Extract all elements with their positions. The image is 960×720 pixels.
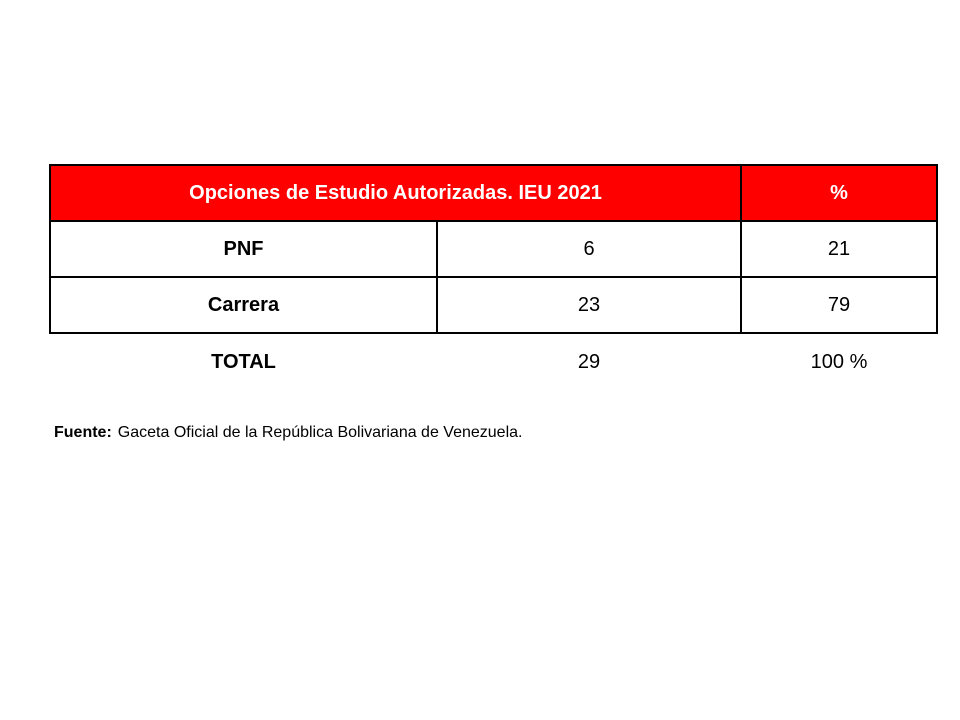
percent-column-header: % <box>741 165 937 221</box>
source-label: Fuente: <box>54 424 112 441</box>
total-label: TOTAL <box>211 350 276 373</box>
source-note <box>54 424 522 442</box>
row-value-pnf: 6 <box>437 221 741 277</box>
row-percent-pnf: 21 <box>741 221 937 277</box>
table-header-row <box>50 165 937 221</box>
table-row <box>50 277 937 333</box>
source-text: Gaceta Oficial de la República Bolivariana de Venezuela. <box>117 424 523 441</box>
study-options-table <box>49 164 938 390</box>
table-title-header: Opciones de Estudio Autorizadas. IEU 2021 <box>50 165 741 221</box>
row-label-pnf: PNF <box>50 221 437 277</box>
row-percent-carrera: 79 <box>741 277 937 333</box>
total-value: 29 <box>577 350 601 373</box>
table-row <box>50 221 937 277</box>
total-percent: 100 % <box>810 350 868 373</box>
table-total-row <box>50 333 937 390</box>
row-value-carrera: 23 <box>437 277 741 333</box>
row-label-carrera: Carrera <box>50 277 437 333</box>
